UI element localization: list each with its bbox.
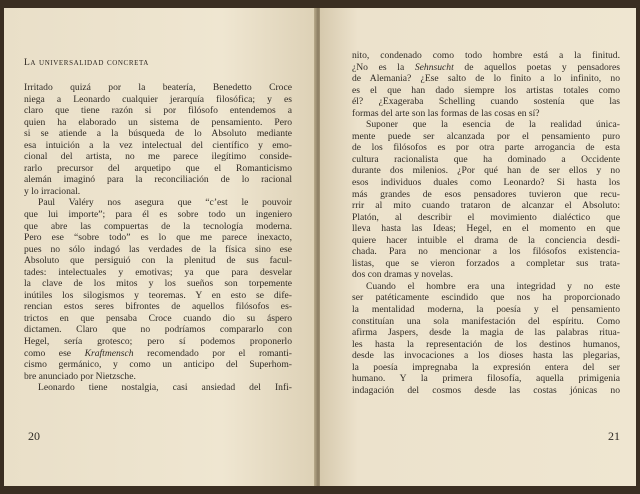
- text-line: la mentalidad moderna, la poesía y el pensamiento: [352, 304, 620, 316]
- text-line: ¿No es la Sehnsucht de aquellos poetas y pensadores: [352, 61, 620, 73]
- text-line: la poesía impregnaba la expresión entera del ser: [352, 361, 620, 373]
- text-line: de Alemania? ¿Ese salto de lo finito a lo infinito, no: [352, 73, 620, 85]
- text-line: inútiles los silogismos y teoremas. Y en esto se dife-: [24, 289, 292, 301]
- text-line: rrir al mito cuando trataron de alcanzar el Absoluto:: [352, 200, 620, 212]
- left-page: [4, 8, 316, 486]
- text-line: Suponer que la esencia de la realidad única-: [366, 119, 620, 131]
- text-line: les hasta la representación de los destinos humanos,: [352, 338, 620, 350]
- text-line: y lo irracional.: [24, 185, 81, 197]
- text-line: claro que tiene razón si por filósofo entendemos a: [24, 105, 292, 117]
- text-line: Cuando el hombre era una integridad y no este: [366, 280, 620, 292]
- text-line: de los filósofos es por otra parte arrogancia de esta: [352, 142, 620, 154]
- text-line: formas del arte son las formas de las cosas en sí?: [352, 107, 540, 119]
- text-line: quiere hacer intuible el drama de la conciencia desdi-: [352, 234, 620, 246]
- text-line: dos con dramas y novelas.: [352, 269, 453, 281]
- text-line: más grandes de esos pensadores tuvieron que recu-: [352, 188, 620, 200]
- text-line: indagación del cosmos desde las costas jónicas no: [352, 384, 620, 396]
- text-line: humano. Y la primera filosofía, aquella primigenia: [352, 373, 620, 385]
- right-page-body: [352, 50, 620, 396]
- text-line: que abre las compuertas de la tecnología moderna.: [24, 220, 292, 232]
- text-line: cismo germánico, y como un anticipo del Superhom-: [24, 359, 292, 371]
- text-line: es el que han dado siempre los artistas totales como: [352, 84, 620, 96]
- text-line: nito, condenado como todo hombre está a la finitud.: [352, 50, 620, 61]
- text-line: Pero ese “sobre todo” es lo que me parece inexacto,: [24, 232, 292, 244]
- text-line: bre anunciado por Nietzsche.: [24, 370, 136, 382]
- text-line: durante dos milenios. ¿Por qué han de ser ellos y no: [352, 165, 620, 177]
- text-line: cional del artista, no me parece ilegítimo conside-: [24, 151, 292, 163]
- text-line: alemán imaginó para la reconciliación de lo racional: [24, 174, 292, 186]
- text-line: cultura racionalista que ha dominado a Occidente: [352, 153, 620, 165]
- text-line: rencian estos seres bifrontes de aquellos filósofos es-: [24, 301, 292, 313]
- text-line: afirma Jaspers, desde la magia de las palabras ritua-: [352, 327, 620, 339]
- text-line: Paul Valéry nos asegura que “c’est le pouvoir: [38, 197, 292, 209]
- text-line: como ese Kraftmensch recomendado por el romanti-: [24, 347, 292, 359]
- text-line: quien ha elaborado un sistema de pensamiento. Pero: [24, 116, 292, 128]
- text-line: dictamen. Claro que no podríamos compararlo con: [24, 324, 292, 336]
- text-line: mente puede ser alcanzada por el pensamiento puro: [352, 130, 620, 142]
- text-line: Hegel, sería grotesco; pero sí podemos proponerlo: [24, 336, 292, 348]
- text-line: listas, que se vieron forzados a completar sus trata-: [352, 257, 620, 269]
- text-line: él? ¿Exageraba Schelling cuando sostenía que las: [352, 96, 620, 108]
- text-line: desde las invocaciones a los dioses hasta las plegarias,: [352, 350, 620, 362]
- page-number-left: 20: [28, 429, 40, 443]
- text-line: rarlo precursor del arquetipo que el Romanticismo: [24, 162, 292, 174]
- text-line: esa intuición a la vez intelectual del científico y emo-: [24, 139, 292, 151]
- text-line: Irritado quizá por la beatería, Benedetto Croce: [24, 82, 292, 93]
- right-page: [320, 8, 636, 486]
- text-line: ser patéticamente escindido que nos ha proporcionado: [352, 292, 620, 304]
- text-line: Leonardo tiene nostalgia, casi ansiedad del Infi-: [38, 382, 292, 394]
- text-line: que lui importe”; para él es sobre todo un ingeniero: [24, 209, 292, 221]
- text-line: chada. Para no mencionar a los filósofos existencia-: [352, 246, 620, 258]
- text-line: lleva hasta las Ideas; Hegel, en el momento en que: [352, 223, 620, 235]
- text-line: tades: intelectuales y emotivas; ya que para desvelar: [24, 266, 292, 278]
- text-line: Platón, al describir el movimiento dialéctico que: [352, 211, 620, 223]
- text-line: trictos en que pensaba Croce cuando dio su áspero: [24, 312, 292, 324]
- text-line: constituían una sola manifestación del espíritu. Como: [352, 315, 620, 327]
- text-line: la clave de los mitos y los sueños son torpemente: [24, 278, 292, 290]
- page-number-right: 21: [608, 429, 620, 443]
- text-line: esos individuos duales como Leonardo? Si hasta los: [352, 177, 620, 189]
- text-line: pues no sólo indagó las verdades de la física sino ese: [24, 243, 292, 255]
- text-line: Absoluto que persiguió con la plenitud de sus facul-: [24, 255, 292, 267]
- left-page-body: [24, 82, 292, 394]
- text-line: si se atiende a la búsqueda de lo Absoluto mediante: [24, 128, 292, 140]
- text-line: niega a Leonardo cualquier jerarquía filosófica; y es: [24, 93, 292, 105]
- running-head: La universalidad concreta: [24, 58, 149, 68]
